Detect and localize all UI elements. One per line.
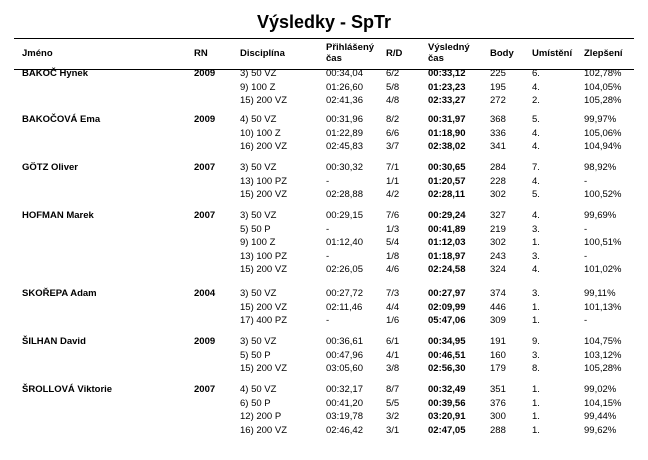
cell-reg: 02:11,46	[326, 301, 363, 313]
cell-place: 3.	[532, 349, 540, 361]
header-name: Jméno	[22, 48, 53, 59]
athlete-birth-year: 2004	[194, 288, 216, 299]
cell-imp: -	[584, 175, 588, 187]
cell-pts: 225	[490, 68, 506, 79]
cell-rd: 1/3	[386, 223, 400, 235]
cell-rd: 5/8	[386, 81, 400, 93]
cell-place: 3.	[532, 223, 540, 235]
cell-rd: 6/2	[386, 68, 400, 79]
cell-rd: 3/7	[386, 141, 400, 153]
cell-disc: 17) 400 PZ	[240, 315, 287, 327]
cell-imp: 104,15%	[584, 397, 622, 409]
cell-place: 4.	[532, 141, 540, 153]
cell-disc: 5) 50 P	[240, 349, 271, 361]
cell-reg: 03:19,78	[326, 411, 363, 423]
cell-imp: 99,44%	[584, 411, 617, 423]
cell-place: 1.	[532, 397, 540, 409]
cell-place: 9.	[532, 336, 540, 347]
cell-res: 02:28,11	[428, 189, 465, 201]
cell-pts: 351	[490, 384, 506, 395]
cell-pts: 302	[490, 189, 506, 201]
cell-imp: -	[584, 315, 588, 327]
header-rn: RN	[194, 48, 208, 59]
cell-reg: 00:32,17	[326, 384, 363, 395]
cell-imp: 103,12%	[584, 349, 622, 361]
cell-reg: 03:05,60	[326, 363, 363, 375]
cell-disc: 13) 100 PZ	[240, 250, 287, 262]
cell-reg: 00:41,20	[326, 397, 363, 409]
cell-imp: 100,52%	[584, 189, 622, 201]
cell-pts: 336	[490, 127, 506, 139]
cell-disc: 15) 200 VZ	[240, 189, 287, 201]
cell-rd: 4/2	[386, 189, 400, 201]
header-place: Umístění	[532, 48, 573, 59]
cell-disc: 15) 200 VZ	[240, 301, 287, 313]
cell-res: 02:47,05	[428, 424, 466, 436]
cell-res: 03:20,91	[428, 411, 466, 423]
cell-disc: 9) 100 Z	[240, 81, 276, 93]
header-points: Body	[490, 48, 514, 59]
cell-imp: 99,62%	[584, 424, 617, 436]
cell-res: 02:24,58	[428, 264, 466, 276]
cell-reg: 00:34,04	[326, 68, 363, 79]
cell-reg: 01:26,60	[326, 81, 363, 93]
cell-place: 4.	[532, 210, 540, 221]
cell-rd: 4/1	[386, 349, 400, 361]
cell-place: 4.	[532, 127, 540, 139]
cell-reg: 00:29,15	[326, 210, 363, 221]
cell-res: 00:30,65	[428, 162, 466, 173]
cell-imp: 104,75%	[584, 336, 622, 347]
cell-disc: 10) 100 Z	[240, 127, 281, 139]
header-improvement: Zlepšení	[584, 48, 623, 59]
cell-imp: 99,97%	[584, 114, 617, 125]
cell-pts: 284	[490, 162, 506, 173]
cell-pts: 374	[490, 288, 506, 299]
cell-disc: 16) 200 VZ	[240, 141, 287, 153]
cell-rd: 1/1	[386, 175, 400, 187]
athlete-birth-year: 2009	[194, 114, 216, 125]
header-discipline: Disciplína	[240, 48, 285, 59]
cell-rd: 8/2	[386, 114, 400, 125]
cell-imp: 98,92%	[584, 162, 617, 173]
cell-rd: 6/6	[386, 127, 400, 139]
cell-pts: 376	[490, 397, 506, 409]
athlete-name: BAKOČOVÁ Ema	[22, 114, 101, 125]
cell-disc: 6) 50 P	[240, 397, 271, 409]
cell-reg: 00:30,32	[326, 162, 363, 173]
cell-imp: 99,11%	[584, 288, 616, 299]
cell-place: 1.	[532, 237, 540, 249]
cell-disc: 9) 100 Z	[240, 237, 276, 249]
cell-rd: 5/5	[386, 397, 400, 409]
cell-pts: 191	[490, 336, 506, 347]
cell-rd: 4/8	[386, 95, 400, 107]
cell-rd: 8/7	[386, 384, 400, 395]
cell-pts: 179	[490, 363, 506, 375]
cell-imp: -	[584, 223, 588, 235]
cell-disc: 15) 200 VZ	[240, 95, 287, 107]
cell-reg: 00:36,61	[326, 336, 363, 347]
athlete-birth-year: 2007	[194, 162, 216, 173]
cell-disc: 3) 50 VZ	[240, 162, 277, 173]
cell-res: 02:38,02	[428, 141, 466, 153]
cell-pts: 300	[490, 411, 506, 423]
cell-imp: 101,02%	[584, 264, 622, 276]
cell-res: 00:33,12	[428, 68, 466, 79]
cell-reg: 01:12,40	[326, 237, 363, 249]
cell-disc: 15) 200 VZ	[240, 363, 287, 375]
cell-res: 02:09,99	[428, 301, 466, 313]
cell-imp: 105,06%	[584, 127, 622, 139]
cell-imp: 102,78%	[584, 68, 622, 79]
cell-pts: 327	[490, 210, 506, 221]
cell-imp: 105,28%	[584, 363, 622, 375]
cell-res: 00:39,56	[428, 397, 466, 409]
cell-disc: 4) 50 VZ	[240, 114, 277, 125]
cell-place: 5.	[532, 189, 540, 201]
cell-res: 01:18,90	[428, 127, 466, 139]
athlete-name: ŠROLLOVÁ Viktorie	[22, 384, 113, 395]
cell-reg: 02:46,42	[326, 424, 363, 436]
cell-res: 02:56,30	[428, 363, 466, 375]
header-rd: R/D	[386, 48, 403, 59]
header-result-line1: Výsledný	[428, 42, 470, 53]
cell-reg: -	[326, 175, 330, 187]
cell-imp: 104,94%	[584, 141, 622, 153]
athlete-birth-year: 2007	[194, 210, 216, 221]
cell-res: 00:31,97	[428, 114, 466, 125]
cell-disc: 16) 200 VZ	[240, 424, 287, 436]
athlete-name: HOFMAN Marek	[22, 210, 94, 221]
cell-disc: 5) 50 P	[240, 223, 271, 235]
cell-place: 4.	[532, 81, 540, 93]
cell-rd: 4/4	[386, 301, 400, 313]
cell-rd: 7/3	[386, 288, 400, 299]
cell-res: 00:41,89	[428, 223, 466, 235]
page-title: Výsledky - SpTr	[256, 12, 392, 32]
cell-place: 7.	[532, 162, 540, 173]
cell-rd: 1/8	[386, 250, 400, 262]
cell-pts: 302	[490, 237, 506, 249]
cell-imp: 104,05%	[584, 81, 622, 93]
cell-pts: 219	[490, 223, 506, 235]
cell-imp: 101,13%	[584, 301, 622, 313]
cell-res: 05:47,06	[428, 315, 466, 327]
cell-res: 00:32,49	[428, 384, 466, 395]
cell-place: 4.	[532, 264, 540, 276]
cell-res: 01:12,03	[428, 237, 466, 249]
cell-imp: 99,69%	[584, 210, 617, 221]
cell-imp: 100,51%	[584, 237, 622, 249]
cell-res: 00:27,97	[428, 288, 466, 299]
cell-disc: 3) 50 VZ	[240, 288, 277, 299]
cell-disc: 3) 50 VZ	[240, 68, 277, 79]
cell-imp: 99,02%	[584, 384, 617, 395]
cell-res: 01:23,23	[428, 81, 466, 93]
cell-disc: 3) 50 VZ	[240, 210, 277, 221]
cell-disc: 12) 200 P	[240, 411, 282, 423]
cell-disc: 4) 50 VZ	[240, 384, 277, 395]
cell-reg: -	[326, 315, 330, 327]
athlete-name: BAKOČ Hynek	[22, 68, 88, 79]
cell-reg: -	[326, 223, 330, 235]
cell-pts: 160	[490, 349, 506, 361]
athlete-name: SKOŘEPA Adam	[22, 288, 97, 299]
cell-res: 00:34,95	[428, 336, 466, 347]
cell-reg: 01:22,89	[326, 127, 363, 139]
cell-pts: 324	[490, 264, 506, 276]
cell-disc: 13) 100 PZ	[240, 175, 287, 187]
cell-disc: 3) 50 VZ	[240, 336, 277, 347]
cell-pts: 288	[490, 424, 506, 436]
cell-res: 01:20,57	[428, 175, 466, 187]
cell-reg: 02:45,83	[326, 141, 363, 153]
cell-place: 1.	[532, 301, 540, 313]
cell-place: 1.	[532, 411, 540, 423]
cell-pts: 309	[490, 315, 506, 327]
cell-place: 1.	[532, 384, 540, 395]
cell-place: 2.	[532, 95, 540, 107]
cell-imp: -	[584, 250, 588, 262]
cell-imp: 105,28%	[584, 95, 622, 107]
cell-rd: 3/2	[386, 411, 400, 423]
athlete-name: GÖTZ Oliver	[22, 162, 78, 173]
cell-rd: 7/6	[386, 210, 400, 221]
cell-reg: 02:26,05	[326, 264, 363, 276]
athlete-birth-year: 2007	[194, 384, 216, 395]
cell-res: 02:33,27	[428, 95, 466, 107]
cell-rd: 7/1	[386, 162, 400, 173]
cell-place: 4.	[532, 175, 540, 187]
cell-pts: 446	[490, 301, 506, 313]
cell-rd: 6/1	[386, 336, 400, 347]
athlete-birth-year: 2009	[194, 68, 216, 79]
cell-rd: 5/4	[386, 237, 400, 249]
cell-reg: 00:47,96	[326, 349, 363, 361]
cell-place: 1.	[532, 315, 540, 327]
cell-pts: 272	[490, 95, 506, 107]
cell-place: 5.	[532, 114, 540, 125]
cell-rd: 3/8	[386, 363, 400, 375]
cell-pts: 368	[490, 114, 506, 125]
cell-place: 3.	[532, 250, 540, 262]
cell-rd: 1/6	[386, 315, 400, 327]
cell-reg: -	[326, 250, 330, 262]
header-registered-line1: Přihlášený	[326, 42, 375, 53]
cell-reg: 02:41,36	[326, 95, 363, 107]
cell-res: 01:18,97	[428, 250, 466, 262]
cell-res: 00:46,51	[428, 349, 466, 361]
cell-pts: 341	[490, 141, 506, 153]
header-result-line2: čas	[428, 53, 444, 64]
cell-place: 3.	[532, 288, 540, 299]
cell-pts: 228	[490, 175, 506, 187]
cell-reg: 00:27,72	[326, 288, 363, 299]
athlete-name: ŠILHAN David	[22, 336, 86, 347]
cell-res: 00:29,24	[428, 210, 466, 221]
cell-pts: 243	[490, 250, 506, 262]
header-registered-line2: čas	[326, 53, 342, 64]
cell-reg: 02:28,88	[326, 189, 363, 201]
cell-place: 1.	[532, 424, 540, 436]
cell-pts: 195	[490, 81, 506, 93]
cell-place: 6.	[532, 68, 540, 79]
cell-rd: 4/6	[386, 264, 400, 276]
cell-reg: 00:31,96	[326, 114, 363, 125]
cell-disc: 15) 200 VZ	[240, 264, 287, 276]
athlete-birth-year: 2009	[194, 336, 216, 347]
cell-place: 8.	[532, 363, 540, 375]
cell-rd: 3/1	[386, 424, 400, 436]
